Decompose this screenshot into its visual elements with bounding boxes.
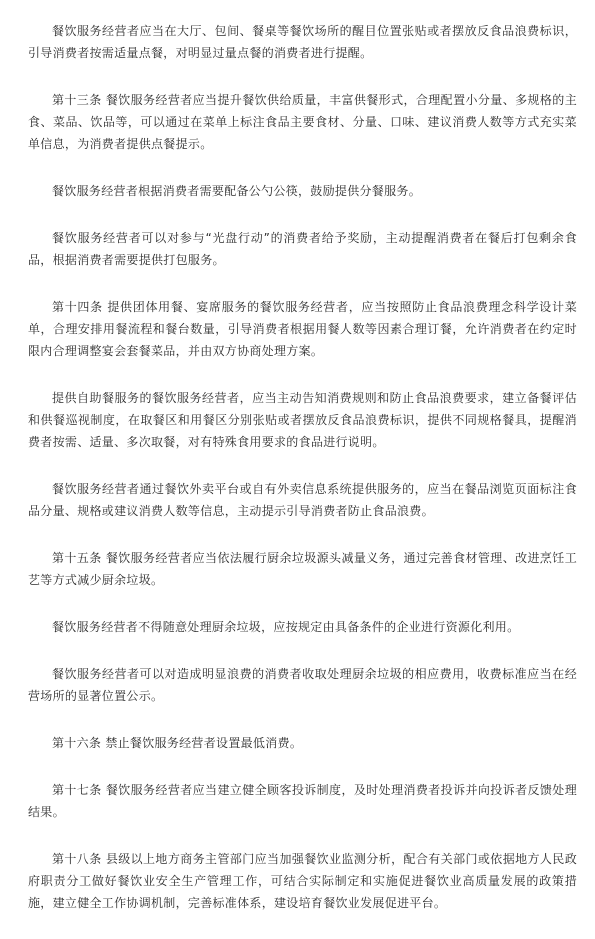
paragraph: 餐饮服务经营者不得随意处理厨余垃圾，应按规定由具备条件的企业进行资源化利用。	[52, 620, 520, 634]
paragraph-article-13: 第十三条 餐饮服务经营者应当提升餐饮供给质量，丰富供餐形式，合理配置小分量、多规格的主食、菜品、饮品等，可以通过在菜单上标注食品主要食材、分量、口味、建议消费人数等方式充实菜单信息，为消费者提供点餐提示。	[28, 93, 577, 151]
paragraph-article-15: 第十五条 餐饮服务经营者应当依法履行厨余垃圾源头减量义务，通过完善食材管理、改进烹饪工艺等方式减少厨余垃圾。	[28, 551, 577, 587]
paragraph-article-18: 第十八条 县级以上地方商务主管部门应当加强餐饮业监测分析，配合有关部门或依据地方人民政府职责分工做好餐饮业安全生产管理工作，可结合实际制定和实施促进餐饮业高质量发展的政策措施，建立健全工作协调机制，完善标准体系，建设培育餐饮业发展促进平台。	[28, 852, 577, 910]
document-body	[28, 20, 577, 939]
paragraph: 餐饮服务经营者可以对参与“光盘行动”的消费者给予奖励，主动提醒消费者在餐后打包剩余食品，根据消费者需要提供打包服务。	[28, 231, 577, 267]
paragraph: 餐饮服务经营者根据消费者需要配备公勺公筷，鼓励提供分餐服务。	[52, 184, 422, 198]
paragraph-article-16: 第十六条 禁止餐饮服务经营者设置最低消费。	[52, 736, 303, 750]
paragraph-article-14: 第十四条 提供团体用餐、宴席服务的餐饮服务经营者，应当按照防止食品浪费理念科学设计菜单，合理安排用餐流程和餐台数量，引导消费者根据用餐人数等因素合理订餐，允许消费者在约定时限内合理调整宴会套餐菜品，并由双方协商处理方案。	[28, 300, 577, 358]
paragraph-article-17: 第十七条 餐饮服务经营者应当建立健全顾客投诉制度，及时处理消费者投诉并向投诉者反馈处理结果。	[28, 783, 577, 819]
paragraph: 餐饮服务经营者通过餐饮外卖平台或自有外卖信息系统提供服务的，应当在餐品浏览页面标注食品分量、规格或建议消费人数等信息，主动提示引导消费者防止食品浪费。	[28, 482, 577, 518]
paragraph: 餐饮服务经营者可以对造成明显浪费的消费者收取处理厨余垃圾的相应费用，收费标准应当在经营场所的显著位置公示。	[28, 667, 577, 703]
paragraph: 餐饮服务经营者应当在大厅、包间、餐桌等餐饮场所的醒目位置张贴或者摆放反食品浪费标识，引导消费者按需适量点餐，对明显过量点餐的消费者进行提醒。	[28, 24, 577, 60]
paragraph: 提供自助餐服务的餐饮服务经营者，应当主动告知消费规则和防止食品浪费要求，建立备餐评估和供餐巡视制度，在取餐区和用餐区分别张贴或者摆放反食品浪费标识，提供不同规格餐具，提醒消费者按需、适量、多次取餐，对有特殊食用要求的食品进行说明。	[28, 391, 577, 449]
